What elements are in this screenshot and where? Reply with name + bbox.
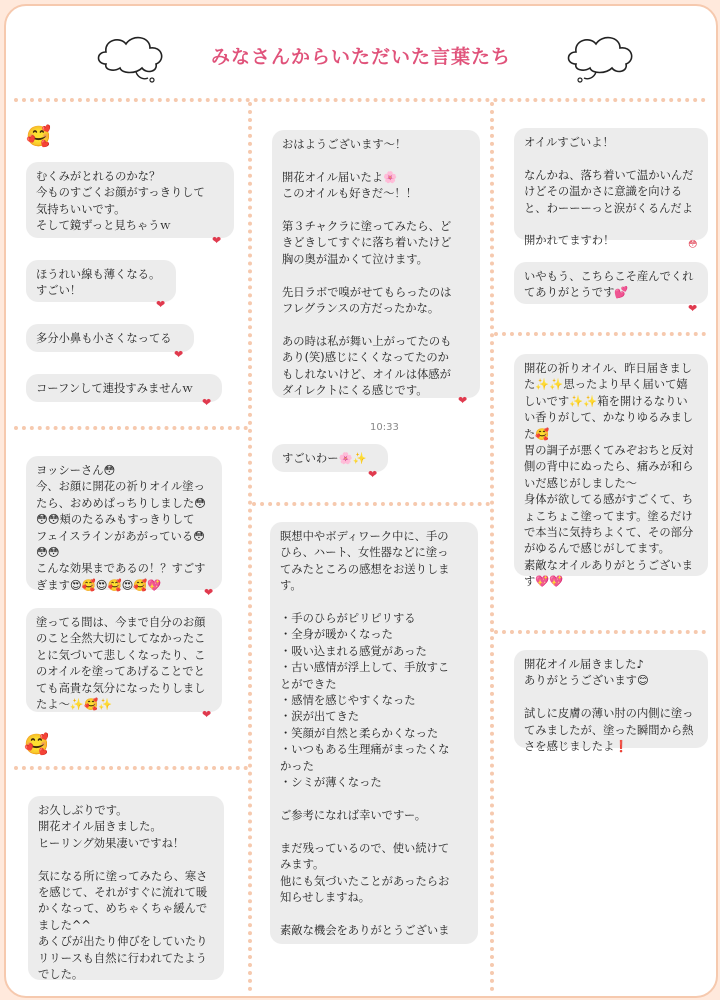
divider <box>14 98 706 102</box>
heart-reaction-icon: ❤ <box>174 348 184 361</box>
divider <box>494 332 706 336</box>
message-bubble: 開花オイル届きました♪ ありがとうございます😊 試しに皮膚の薄い肘の内側に塗っ てみましたが、塗った瞬間から熱 さを感じましたよ❗ <box>514 650 708 748</box>
message-bubble: むくみがとれるのかな？ 今ものすごくお顔がすっきりして 気持ちいいです。 そして鏡ずっと見ちゃうｗ <box>26 162 234 238</box>
divider <box>252 502 490 506</box>
heart-reaction-icon: ❤ <box>202 708 212 721</box>
testimonial-card <box>4 4 718 998</box>
divider <box>494 630 706 634</box>
heart-reaction-icon: ❤ <box>202 396 212 409</box>
message-bubble: ヨッシーさん😳 今、お顔に開花の祈りオイル塗っ たら、おめめぱっちりしました😳 😳😳頬のたるみもすっきりして フェイスラインがあがっている😳 😳😳 こんな効果まであるの！？すごす ぎます😍🥰😍🥰😍🥰💖 <box>26 456 222 590</box>
blush-hearts-emoji: 🥰 <box>24 732 49 756</box>
message-bubble: すごいわー🌸✨ <box>272 444 388 472</box>
message-bubble: 開花の祈りオイル、昨日届きまし た✨✨思ったより早く届いて嬉 しいです✨✨箱を開けるなりい い香りがして、かなりゆるみまし た🥰 胃の調子が悪くてみぞおちと反対 側の背中にぬったら、痛みが和ら いだ感じがしました〜 身体が欲してる感がすごくて、ち ょこちょこ塗ってます。塗るだけ で本当に気持ちよくて、その部分 がゆるんで感じがしてます。 素敵なオイルありがとうございま す💖💖 <box>514 354 708 576</box>
heart-reaction-icon: ❤ <box>368 468 378 481</box>
divider <box>14 426 248 430</box>
page-title: みなさんからいただいた言葉たち <box>210 46 511 68</box>
message-bubble: 多分小鼻も小さくなってる <box>26 324 194 352</box>
message-bubble: 塗ってる間は、今まで自分のお顔 のこと全然大切にしてなかったこ とに気づいて悲しくなったり、こ のオイルを塗ってあげることでと ても高貴な気分になったりしまし たよ〜✨🥰✨ <box>26 608 222 712</box>
message-bubble: コーフンして連投すみませんｗ <box>26 374 222 402</box>
heart-reaction-icon: ❤ <box>458 394 468 407</box>
message-bubble: ほうれい線も薄くなる。 すごい！ <box>26 260 176 302</box>
message-bubble: 瞑想中やボディワーク中に、手の ひら、ハート、女性器などに塗っ てみたところの感想をお送りしま す。 ・手のひらがピリピリする ・全身が暖かくなった ・吸い込まれる感覚があった ・古い感情が浮上して、手放すこ とができた ・感情を感じやすくなった ・涙が出てきた ・笑顔が自然と柔らかくなった ・いつもある生理痛がまったくな かった ・シミが薄くなった ご参考になれば幸いですー。 まだ残っているので、使い続けて みます。 他にも気づいたことがあったらお 知らせしますね。 素敵な機会をありがとうございま <box>270 522 478 944</box>
message-bubble: お久しぶりです。 開花オイル届きました。 ヒーリング効果凄いですね！ 気になる所に塗ってみたら、寒さ を感じて、それがすぐに流れて暖 かくなって、めちゃくちゃ緩んで ました^^ あくびが出たり伸びをしていたり リリースも自然に行われてたよう でした。 <box>28 796 224 980</box>
heart-reaction-icon: ❤ <box>204 586 214 599</box>
divider <box>14 766 248 770</box>
blush-reaction-icon: 😳 <box>688 240 698 250</box>
message-bubble: おはようございます〜！ 開花オイル届いたよ🌸 このオイルも好きだ〜！！ 第３チャクラに塗ってみたら、ど きどきしてすぐに落ち着いたけど 胸の奥が温かくて泣けます。 先日ラボで嗅がせてもらったのは フレグランスの方だったかな。 あの時は私が舞い上がってたのも あり(笑)感じにくくなってたのか もしれないけど、オイルは体感が ダイレクトにくる感じです。 <box>272 130 480 398</box>
blush-hearts-emoji: 🥰 <box>26 124 51 148</box>
message-bubble: いやもう、こちらこそ産んでくれ てありがとうです💕 <box>514 262 708 304</box>
heart-reaction-icon: ❤ <box>688 302 698 315</box>
timestamp: 10:33 <box>370 422 399 433</box>
message-bubble: オイルすごいよ！ なんかね、落ち着いて温かいんだ けどその温かさに意識を向ける と、わーーーっと涙がくるんだよ 開かれてますわ！ <box>514 128 708 240</box>
heart-reaction-icon: ❤ <box>156 298 166 311</box>
divider <box>490 102 494 992</box>
divider <box>248 102 252 992</box>
heart-reaction-icon: ❤ <box>212 234 222 247</box>
